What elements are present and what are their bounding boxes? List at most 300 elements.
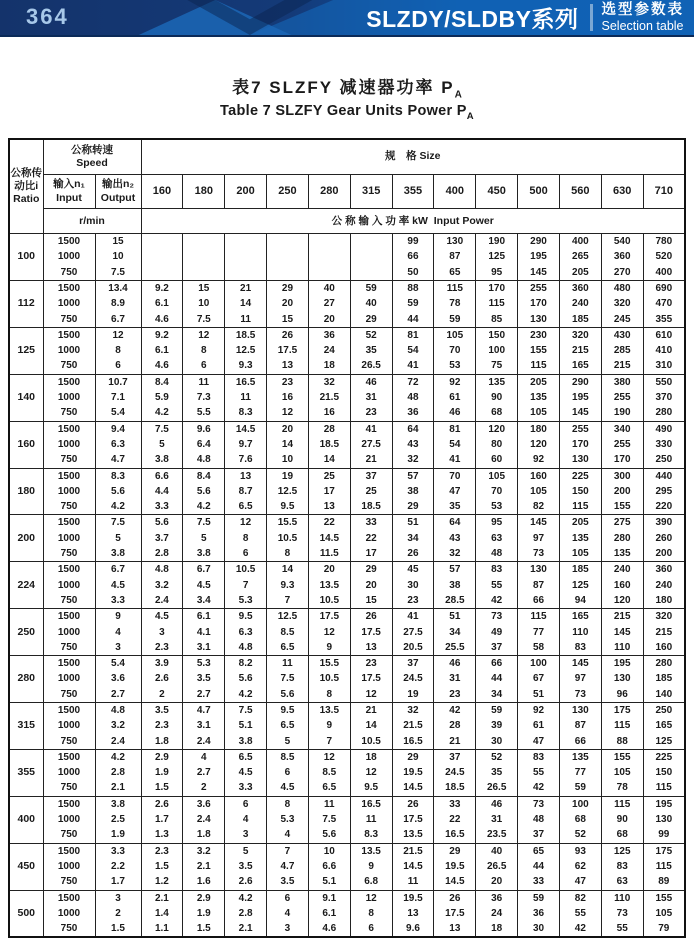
output-speed-cell: 15 — [95, 234, 141, 250]
power-value-cell: 4.2 — [225, 687, 267, 703]
input-speed-cell: 1500 — [43, 468, 95, 484]
power-value-cell: 8 — [225, 531, 267, 546]
power-value-cell: 360 — [601, 249, 643, 264]
table-row — [9, 906, 685, 921]
power-value-cell: 64 — [434, 515, 476, 531]
power-value-cell: 46 — [434, 405, 476, 421]
power-value-cell: 10.5 — [308, 593, 350, 609]
power-value-cell: 10.5 — [308, 671, 350, 686]
power-value-cell: 17.5 — [350, 671, 392, 686]
power-value-cell: 2.9 — [141, 749, 183, 765]
power-value-cell: 1.8 — [141, 734, 183, 750]
power-value-cell: 105 — [601, 765, 643, 780]
power-value-cell: 4.5 — [225, 765, 267, 780]
power-value-cell: 8.4 — [183, 468, 225, 484]
size-column-header: 400 — [434, 175, 476, 209]
input-header-cn: 输入n₁ — [53, 178, 85, 191]
power-value-cell: 285 — [601, 343, 643, 358]
power-value-cell: 41 — [434, 452, 476, 468]
power-value-cell: 100 — [559, 796, 601, 812]
power-value-cell: 21 — [434, 734, 476, 750]
power-value-cell: 59 — [434, 312, 476, 328]
output-speed-cell: 9.4 — [95, 421, 141, 437]
power-value-cell: 170 — [559, 437, 601, 452]
power-value-cell: 59 — [392, 296, 434, 311]
input-speed-cell: 750 — [43, 734, 95, 750]
power-value-cell: 11 — [308, 796, 350, 812]
input-speed-cell: 1000 — [43, 296, 95, 311]
power-value-cell: 26 — [434, 890, 476, 906]
power-value-cell: 36 — [392, 405, 434, 421]
power-value-cell: 13.5 — [308, 703, 350, 719]
power-value-cell: 4.6 — [141, 358, 183, 374]
page-header-banner — [0, 0, 694, 37]
ratio-header — [9, 139, 43, 234]
input-header-en: Input — [56, 191, 82, 204]
power-value-cell: 5.3 — [183, 656, 225, 672]
power-value-cell: 1.4 — [141, 906, 183, 921]
power-value-cell: 48 — [392, 390, 434, 405]
input-speed-cell: 1500 — [43, 515, 95, 531]
power-value-cell: 47 — [434, 484, 476, 499]
ratio-cell: 250 — [9, 609, 43, 656]
power-value-cell: 2.8 — [141, 546, 183, 562]
power-value-cell: 14 — [350, 718, 392, 733]
power-value-cell: 72 — [392, 374, 434, 390]
output-speed-cell: 12 — [95, 327, 141, 343]
power-value-cell: 9.2 — [141, 327, 183, 343]
power-value-cell: 5.6 — [308, 827, 350, 843]
power-value-cell: 18.5 — [225, 327, 267, 343]
table-row — [9, 374, 685, 390]
power-value-cell: 35 — [350, 343, 392, 358]
power-value-cell: 9.5 — [267, 499, 309, 515]
table-row — [9, 843, 685, 859]
power-value-cell: 5.5 — [183, 405, 225, 421]
power-value-cell: 99 — [643, 827, 685, 843]
ratio-header-line2: 动比i — [14, 179, 39, 192]
input-speed-cell: 750 — [43, 405, 95, 421]
selection-label-en: Selection table — [601, 18, 684, 33]
power-value-cell: 105 — [434, 327, 476, 343]
power-value-cell: 12 — [267, 405, 309, 421]
table-row — [9, 609, 685, 625]
power-value-cell: 54 — [392, 343, 434, 358]
input-speed-cell: 750 — [43, 499, 95, 515]
power-value-cell: 33 — [434, 796, 476, 812]
power-value-cell: 130 — [434, 234, 476, 250]
power-value-cell: 2.3 — [141, 718, 183, 733]
power-value-cell — [141, 234, 183, 250]
power-value-cell: 200 — [601, 484, 643, 499]
power-value-cell: 23 — [350, 656, 392, 672]
power-value-cell: 28.5 — [434, 593, 476, 609]
table-row — [9, 421, 685, 437]
power-value-cell: 14 — [267, 562, 309, 578]
power-value-cell: 29 — [392, 749, 434, 765]
power-value-cell: 190 — [476, 234, 518, 250]
input-speed-cell: 750 — [43, 687, 95, 703]
output-speed-cell: 4.2 — [95, 749, 141, 765]
power-value-cell: 12 — [350, 687, 392, 703]
power-value-cell: 42 — [476, 593, 518, 609]
power-value-cell: 57 — [392, 468, 434, 484]
power-value-cell: 22 — [350, 531, 392, 546]
power-value-cell: 58 — [518, 640, 560, 656]
power-value-cell: 61 — [434, 390, 476, 405]
table-row — [9, 452, 685, 468]
power-value-cell: 2.1 — [183, 859, 225, 874]
table-row — [9, 625, 685, 640]
power-value-cell: 320 — [643, 609, 685, 625]
power-value-cell: 31 — [350, 390, 392, 405]
power-value-cell: 6.6 — [141, 468, 183, 484]
power-value-cell: 66 — [392, 249, 434, 264]
input-speed-cell: 1500 — [43, 843, 95, 859]
power-value-cell: 9.5 — [225, 609, 267, 625]
power-value-cell: 265 — [559, 249, 601, 264]
power-value-cell: 63 — [601, 874, 643, 890]
power-value-cell: 35 — [434, 499, 476, 515]
table-title-cn — [0, 77, 694, 102]
power-value-cell: 360 — [643, 562, 685, 578]
power-value-cell: 105 — [643, 906, 685, 921]
power-value-cell: 52 — [559, 827, 601, 843]
power-value-cell: 150 — [559, 484, 601, 499]
power-value-cell: 83 — [476, 562, 518, 578]
output-speed-cell: 3.8 — [95, 796, 141, 812]
power-value-cell: 55 — [518, 765, 560, 780]
power-value-cell: 4.2 — [225, 890, 267, 906]
power-value-cell: 6.6 — [308, 859, 350, 874]
power-value-cell: 3.4 — [183, 593, 225, 609]
power-value-cell: 2.8 — [225, 906, 267, 921]
power-value-cell: 185 — [559, 312, 601, 328]
power-value-cell: 19.5 — [392, 765, 434, 780]
table-row — [9, 859, 685, 874]
power-value-cell: 59 — [350, 280, 392, 296]
power-value-cell: 65 — [434, 265, 476, 281]
power-value-cell: 48 — [518, 812, 560, 827]
power-value-cell: 110 — [559, 625, 601, 640]
power-value-cell: 5 — [267, 734, 309, 750]
power-value-cell: 220 — [643, 499, 685, 515]
power-value-cell: 4.7 — [183, 703, 225, 719]
power-value-cell: 65 — [518, 843, 560, 859]
input-speed-cell: 1500 — [43, 374, 95, 390]
power-value-cell: 3.8 — [141, 452, 183, 468]
power-value-cell: 200 — [643, 546, 685, 562]
power-value-cell: 340 — [601, 421, 643, 437]
power-value-cell: 7 — [267, 593, 309, 609]
output-speed-cell: 13.4 — [95, 280, 141, 296]
power-value-cell: 22 — [434, 812, 476, 827]
power-value-cell: 26.5 — [476, 780, 518, 796]
power-value-cell: 8.3 — [225, 405, 267, 421]
power-value-cell — [350, 234, 392, 250]
output-speed-cell: 8 — [95, 343, 141, 358]
power-value-cell: 51 — [434, 609, 476, 625]
input-speed-cell: 750 — [43, 265, 95, 281]
gear-power-table-wrap — [8, 138, 686, 938]
power-value-cell: 37 — [434, 749, 476, 765]
table-row — [9, 640, 685, 656]
power-value-cell: 3.8 — [183, 546, 225, 562]
power-value-cell: 3.2 — [183, 843, 225, 859]
table-row — [9, 312, 685, 328]
power-value-cell: 19 — [392, 687, 434, 703]
power-value-cell: 73 — [559, 687, 601, 703]
output-speed-cell: 6 — [95, 358, 141, 374]
power-value-cell: 1.5 — [141, 859, 183, 874]
power-value-cell: 105 — [518, 484, 560, 499]
power-value-cell: 24.5 — [392, 671, 434, 686]
power-value-cell: 110 — [601, 890, 643, 906]
power-value-cell: 46 — [434, 656, 476, 672]
output-speed-cell: 1.9 — [95, 827, 141, 843]
power-value-cell: 43 — [392, 437, 434, 452]
size-column-header: 355 — [392, 175, 434, 209]
power-value-cell: 68 — [601, 827, 643, 843]
power-value-cell: 440 — [643, 468, 685, 484]
table-row — [9, 515, 685, 531]
power-value-cell: 4.6 — [308, 921, 350, 937]
power-value-cell: 15 — [183, 280, 225, 296]
power-value-cell: 14.5 — [392, 780, 434, 796]
power-value-cell: 4.5 — [141, 609, 183, 625]
output-speed-cell: 2.7 — [95, 687, 141, 703]
ratio-cell: 315 — [9, 703, 43, 750]
power-value-cell: 1.6 — [183, 874, 225, 890]
power-value-cell: 11 — [392, 874, 434, 890]
table-row — [9, 703, 685, 719]
power-value-cell: 27.5 — [392, 625, 434, 640]
power-value-cell: 6.5 — [267, 718, 309, 733]
power-value-cell: 170 — [476, 280, 518, 296]
size-column-header: 450 — [476, 175, 518, 209]
power-value-cell: 2 — [183, 780, 225, 796]
power-value-cell: 55 — [559, 906, 601, 921]
power-value-cell: 3.3 — [225, 780, 267, 796]
power-value-cell: 130 — [643, 812, 685, 827]
power-value-cell: 12 — [350, 890, 392, 906]
power-value-cell: 53 — [476, 499, 518, 515]
power-value-cell: 125 — [643, 734, 685, 750]
table-row — [9, 921, 685, 937]
power-value-cell: 2.4 — [183, 812, 225, 827]
output-speed-cell: 7.5 — [95, 515, 141, 531]
power-value-cell: 115 — [518, 358, 560, 374]
ratio-cell: 160 — [9, 421, 43, 468]
power-value-cell: 15.5 — [267, 515, 309, 531]
power-value-cell: 94 — [559, 593, 601, 609]
power-value-cell: 97 — [559, 671, 601, 686]
power-value-cell: 10 — [308, 843, 350, 859]
power-value-cell: 5.6 — [267, 687, 309, 703]
power-value-cell: 9 — [308, 718, 350, 733]
power-value-cell: 83 — [518, 749, 560, 765]
power-value-cell: 70 — [434, 343, 476, 358]
power-value-cell: 6.1 — [141, 343, 183, 358]
power-value-cell: 88 — [601, 734, 643, 750]
power-value-cell: 215 — [601, 358, 643, 374]
ratio-cell: 200 — [9, 515, 43, 562]
power-value-cell: 3.9 — [141, 656, 183, 672]
power-value-cell: 16.5 — [392, 734, 434, 750]
power-value-cell: 20 — [350, 578, 392, 593]
power-value-cell: 8 — [267, 546, 309, 562]
input-speed-cell: 1000 — [43, 390, 95, 405]
output-header-cn: 输出n₂ — [101, 178, 135, 191]
power-value-cell: 43 — [434, 531, 476, 546]
power-value-cell: 13 — [350, 640, 392, 656]
power-value-cell: 7 — [225, 578, 267, 593]
power-value-cell: 2.7 — [183, 687, 225, 703]
table-row — [9, 531, 685, 546]
power-value-cell: 36 — [308, 327, 350, 343]
power-value-cell: 59 — [518, 890, 560, 906]
output-speed-cell: 3.2 — [95, 718, 141, 733]
power-value-cell: 12 — [225, 515, 267, 531]
ratio-cell: 224 — [9, 562, 43, 609]
power-value-cell: 73 — [476, 609, 518, 625]
power-value-cell — [350, 249, 392, 264]
power-value-cell: 780 — [643, 234, 685, 250]
power-value-cell: 66 — [518, 593, 560, 609]
power-value-cell: 23 — [434, 687, 476, 703]
power-value-cell: 260 — [643, 531, 685, 546]
power-value-cell: 320 — [559, 327, 601, 343]
table-row — [9, 812, 685, 827]
power-value-cell: 38 — [434, 578, 476, 593]
power-value-cell: 48 — [476, 546, 518, 562]
input-speed-cell: 750 — [43, 546, 95, 562]
power-value-cell: 360 — [559, 280, 601, 296]
input-speed-cell: 1500 — [43, 609, 95, 625]
power-value-cell: 3 — [225, 827, 267, 843]
power-value-cell: 1.1 — [141, 921, 183, 937]
output-speed-cell: 2.4 — [95, 734, 141, 750]
power-value-cell: 3.5 — [183, 671, 225, 686]
power-value-cell: 225 — [643, 749, 685, 765]
power-value-cell: 2.1 — [225, 921, 267, 937]
power-value-cell: 42 — [518, 780, 560, 796]
input-power-header: 公 称 输 入 功 率 kW Input Power — [141, 209, 685, 234]
power-value-cell: 5.6 — [141, 515, 183, 531]
input-speed-cell: 1500 — [43, 703, 95, 719]
power-value-cell: 32 — [434, 546, 476, 562]
power-value-cell: 130 — [559, 703, 601, 719]
table-title-cn-text: 表7 SLZFY 减速器功率 P — [232, 78, 455, 97]
power-value-cell: 73 — [518, 796, 560, 812]
power-value-cell: 14 — [225, 296, 267, 311]
power-value-cell: 18.5 — [308, 437, 350, 452]
power-value-cell — [225, 249, 267, 264]
power-value-cell: 4 — [183, 749, 225, 765]
power-value-cell: 7.6 — [225, 452, 267, 468]
power-value-cell: 4.5 — [267, 780, 309, 796]
output-speed-cell: 6.7 — [95, 562, 141, 578]
power-value-cell: 32 — [308, 374, 350, 390]
power-value-cell: 6.8 — [350, 874, 392, 890]
power-value-cell: 4.4 — [141, 484, 183, 499]
power-value-cell: 23.5 — [476, 827, 518, 843]
power-value-cell: 8.7 — [225, 484, 267, 499]
power-value-cell: 18.5 — [434, 780, 476, 796]
power-value-cell: 115 — [559, 499, 601, 515]
power-value-cell: 60 — [476, 452, 518, 468]
power-value-cell — [308, 234, 350, 250]
power-value-cell: 215 — [643, 625, 685, 640]
power-value-cell: 1.9 — [141, 765, 183, 780]
table-row — [9, 765, 685, 780]
power-value-cell: 29 — [392, 499, 434, 515]
power-value-cell: 410 — [643, 343, 685, 358]
power-value-cell: 6 — [267, 890, 309, 906]
power-value-cell: 2.6 — [141, 796, 183, 812]
input-speed-cell: 1500 — [43, 234, 95, 250]
power-value-cell: 135 — [559, 531, 601, 546]
power-value-cell: 66 — [559, 734, 601, 750]
power-value-cell: 125 — [559, 578, 601, 593]
input-speed-cell: 1000 — [43, 812, 95, 827]
power-value-cell: 11 — [183, 374, 225, 390]
power-value-cell: 9.5 — [350, 780, 392, 796]
power-value-cell: 480 — [601, 280, 643, 296]
power-value-cell: 8.4 — [141, 374, 183, 390]
power-value-cell: 10.5 — [225, 562, 267, 578]
power-value-cell: 29 — [350, 562, 392, 578]
output-speed-cell: 2 — [95, 906, 141, 921]
power-value-cell: 30 — [476, 734, 518, 750]
power-value-cell: 150 — [476, 327, 518, 343]
power-value-cell: 195 — [518, 249, 560, 264]
power-value-cell: 17.5 — [434, 906, 476, 921]
power-value-cell: 41 — [350, 421, 392, 437]
size-header: 规 格 Size — [141, 139, 685, 175]
power-value-cell: 125 — [476, 249, 518, 264]
power-value-cell: 46 — [350, 374, 392, 390]
power-value-cell: 34 — [476, 687, 518, 703]
size-column-header: 250 — [267, 175, 309, 209]
power-value-cell: 12.5 — [267, 484, 309, 499]
power-value-cell: 6.7 — [183, 562, 225, 578]
power-value-cell: 180 — [643, 593, 685, 609]
power-value-cell: 89 — [643, 874, 685, 890]
power-value-cell: 41 — [392, 358, 434, 374]
power-value-cell: 5 — [183, 531, 225, 546]
power-value-cell: 52 — [350, 327, 392, 343]
power-value-cell: 13 — [308, 499, 350, 515]
table-row — [9, 437, 685, 452]
power-value-cell: 16.5 — [225, 374, 267, 390]
table-title-cn-subscript: A — [454, 89, 462, 101]
power-value-cell: 92 — [518, 452, 560, 468]
input-speed-cell: 1000 — [43, 578, 95, 593]
power-value-cell: 4.2 — [141, 405, 183, 421]
power-value-cell: 37 — [350, 468, 392, 484]
power-value-cell: 70 — [434, 468, 476, 484]
power-value-cell: 1.5 — [141, 780, 183, 796]
power-value-cell: 55 — [601, 921, 643, 937]
power-value-cell: 12.5 — [225, 343, 267, 358]
power-value-cell: 73 — [518, 546, 560, 562]
power-value-cell: 13 — [267, 358, 309, 374]
power-value-cell: 135 — [476, 374, 518, 390]
power-value-cell: 7.5 — [308, 812, 350, 827]
power-value-cell: 12 — [308, 625, 350, 640]
power-value-cell: 20 — [476, 874, 518, 890]
